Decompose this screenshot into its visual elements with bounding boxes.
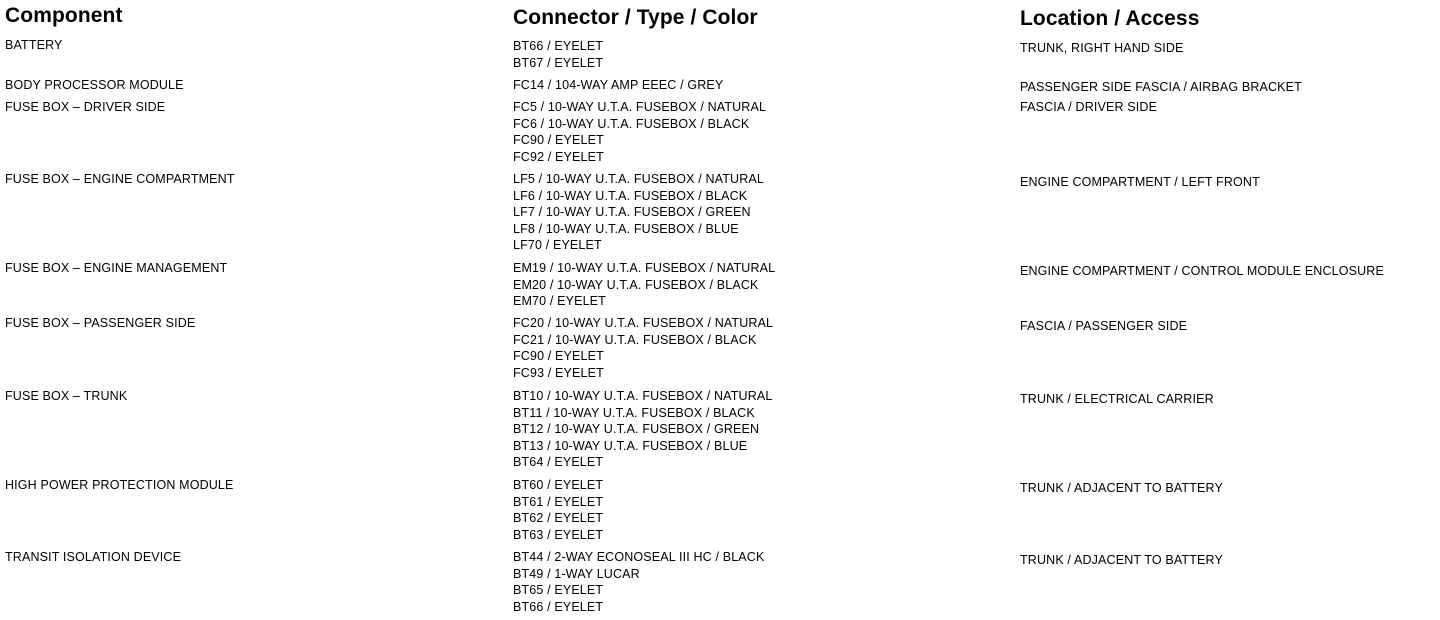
connector-line: BT67 / EYELET (513, 55, 604, 70)
column-header-component: Component (5, 4, 123, 27)
connector-cell (513, 549, 764, 615)
connector-cell (513, 38, 603, 71)
location-cell: ENGINE COMPARTMENT / CONTROL MODULE ENCLOSURE (1020, 264, 1384, 278)
connector-line: LF70 / EYELET (513, 238, 602, 253)
connector-line: FC90 / EYELET (513, 133, 604, 148)
location-cell: TRUNK, RIGHT HAND SIDE (1020, 41, 1184, 55)
connector-cell (513, 477, 603, 543)
component-cell: BODY PROCESSOR MODULE (5, 78, 184, 92)
connector-line: BT66 / EYELET (513, 39, 604, 53)
connector-line: BT44 / 2-WAY ECONOSEAL III HC / BLACK (513, 550, 765, 564)
connector-line: FC14 / 104-WAY AMP EEEC / GREY (513, 78, 724, 92)
connector-line: EM70 / EYELET (513, 294, 606, 309)
connector-cell (513, 171, 764, 254)
location-cell: PASSENGER SIDE FASCIA / AIRBAG BRACKET (1020, 80, 1302, 94)
connector-line: BT10 / 10-WAY U.T.A. FUSEBOX / NATURAL (513, 389, 773, 403)
connector-line: BT62 / EYELET (513, 511, 604, 526)
connector-line: BT13 / 10-WAY U.T.A. FUSEBOX / BLUE (513, 438, 748, 453)
connector-line: FC93 / EYELET (513, 365, 604, 380)
connector-line: FC90 / EYELET (513, 349, 604, 364)
connector-line: FC5 / 10-WAY U.T.A. FUSEBOX / NATURAL (513, 100, 767, 114)
component-cell: HIGH POWER PROTECTION MODULE (5, 478, 234, 492)
connector-line: BT61 / EYELET (513, 494, 604, 509)
connector-line: FC6 / 10-WAY U.T.A. FUSEBOX / BLACK (513, 116, 750, 131)
connector-line: BT66 / EYELET (513, 599, 604, 614)
connector-cell (513, 99, 766, 165)
component-cell: FUSE BOX – TRUNK (5, 389, 128, 403)
connector-line: EM19 / 10-WAY U.T.A. FUSEBOX / NATURAL (513, 261, 776, 275)
column-header-connector: Connector / Type / Color (513, 6, 758, 29)
connector-line: LF5 / 10-WAY U.T.A. FUSEBOX / NATURAL (513, 172, 764, 186)
connector-line: FC20 / 10-WAY U.T.A. FUSEBOX / NATURAL (513, 316, 774, 330)
connector-line: BT49 / 1-WAY LUCAR (513, 566, 640, 581)
component-cell: FUSE BOX – PASSENGER SIDE (5, 316, 196, 330)
component-cell: FUSE BOX – ENGINE COMPARTMENT (5, 172, 235, 186)
location-cell: FASCIA / DRIVER SIDE (1020, 100, 1158, 114)
component-cell: FUSE BOX – ENGINE MANAGEMENT (5, 261, 228, 275)
location-cell: ENGINE COMPARTMENT / LEFT FRONT (1020, 175, 1260, 189)
connector-line: BT11 / 10-WAY U.T.A. FUSEBOX / BLACK (513, 405, 755, 420)
connector-cell (513, 260, 775, 310)
component-cell: TRANSIT ISOLATION DEVICE (5, 550, 182, 564)
connector-line: BT60 / EYELET (513, 478, 604, 492)
connector-line: EM20 / 10-WAY U.T.A. FUSEBOX / BLACK (513, 277, 759, 292)
connector-line: FC92 / EYELET (513, 149, 604, 164)
connector-cell (513, 315, 773, 381)
connector-cell (513, 77, 723, 94)
connector-line: BT12 / 10-WAY U.T.A. FUSEBOX / GREEN (513, 422, 760, 437)
connector-line: BT65 / EYELET (513, 583, 604, 598)
location-cell: FASCIA / PASSENGER SIDE (1020, 319, 1188, 333)
connector-line: LF7 / 10-WAY U.T.A. FUSEBOX / GREEN (513, 205, 751, 220)
connector-line: BT63 / EYELET (513, 527, 604, 542)
location-cell: TRUNK / ELECTRICAL CARRIER (1020, 392, 1214, 406)
column-header-location: Location / Access (1020, 7, 1200, 30)
component-cell: FUSE BOX – DRIVER SIDE (5, 100, 166, 114)
connector-cell (513, 388, 772, 471)
component-cell: BATTERY (5, 38, 63, 52)
connector-line: BT64 / EYELET (513, 455, 604, 470)
location-cell: TRUNK / ADJACENT TO BATTERY (1020, 553, 1223, 567)
location-cell: TRUNK / ADJACENT TO BATTERY (1020, 481, 1223, 495)
connector-line: LF6 / 10-WAY U.T.A. FUSEBOX / BLACK (513, 188, 748, 203)
connector-line: LF8 / 10-WAY U.T.A. FUSEBOX / BLUE (513, 221, 739, 236)
connector-line: FC21 / 10-WAY U.T.A. FUSEBOX / BLACK (513, 332, 757, 347)
